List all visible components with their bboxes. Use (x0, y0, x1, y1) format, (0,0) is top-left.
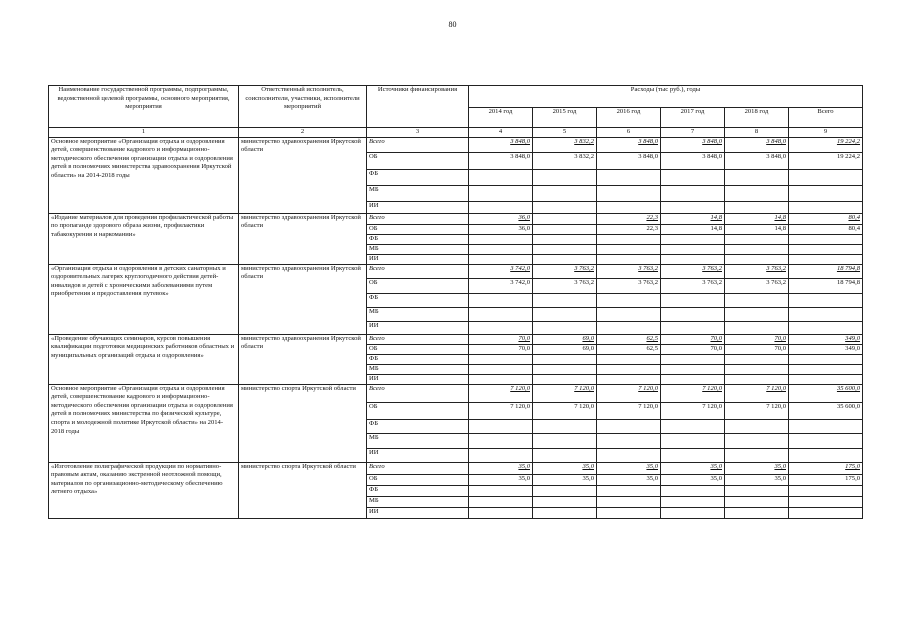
year-value (661, 307, 725, 321)
year-value: 3 848,0 (469, 152, 533, 169)
year-value: 22,3 (597, 224, 661, 234)
year-value (533, 254, 597, 264)
column-number: 6 (597, 128, 661, 138)
year-value (469, 354, 533, 364)
year-value (597, 293, 661, 307)
year-value (469, 448, 533, 462)
year-value: 69,0 (533, 334, 597, 344)
table-row (49, 137, 863, 152)
table-row (49, 384, 863, 402)
column-number: 4 (469, 128, 533, 138)
total-value: 349,0 (789, 344, 863, 354)
funding-source: ФБ (367, 354, 469, 364)
funding-source: ИИ (367, 507, 469, 518)
column-number: 9 (789, 128, 863, 138)
year-value (533, 419, 597, 433)
year-value (533, 433, 597, 448)
year-value: 62,5 (597, 344, 661, 354)
year-value (725, 496, 789, 507)
year-value (469, 485, 533, 496)
year-value (725, 234, 789, 244)
year-value: 7 120,0 (661, 402, 725, 419)
year-value: 3 832,2 (533, 137, 597, 152)
year-value: 3 848,0 (661, 152, 725, 169)
year-value (469, 293, 533, 307)
funding-source: МБ (367, 433, 469, 448)
funding-source: ФБ (367, 169, 469, 185)
year-value (661, 321, 725, 334)
year-value: 70,0 (469, 344, 533, 354)
year-value (533, 185, 597, 201)
year-value (597, 374, 661, 384)
funding-source: Всего (367, 384, 469, 402)
year-value (469, 321, 533, 334)
column-number: 8 (725, 128, 789, 138)
year-value: 70,0 (661, 344, 725, 354)
year-value (725, 293, 789, 307)
column-number: 1 (49, 128, 239, 138)
funding-source: Всего (367, 213, 469, 224)
total-value: 35 600,0 (789, 384, 863, 402)
total-value: 19 224,2 (789, 137, 863, 152)
year-value (469, 364, 533, 374)
total-value: 18 794,8 (789, 264, 863, 278)
year-value: 62,5 (597, 334, 661, 344)
year-value (533, 224, 597, 234)
total-value: 19 224,2 (789, 152, 863, 169)
year-value: 14,8 (725, 224, 789, 234)
year-value (597, 307, 661, 321)
year-value (533, 244, 597, 254)
header-year: 2014 год (469, 108, 533, 128)
total-value (789, 307, 863, 321)
total-value (789, 433, 863, 448)
year-value (597, 433, 661, 448)
year-value: 35,0 (597, 474, 661, 485)
table-row (49, 264, 863, 278)
year-value (725, 485, 789, 496)
year-value (533, 448, 597, 462)
page-number: 80 (448, 20, 457, 29)
year-value: 7 120,0 (469, 402, 533, 419)
year-value (661, 293, 725, 307)
year-value (661, 354, 725, 364)
year-value (725, 354, 789, 364)
year-value (469, 185, 533, 201)
year-value: 7 120,0 (661, 384, 725, 402)
measure-executor: министерство здравоохранения Иркутской области (239, 213, 367, 264)
year-value (533, 374, 597, 384)
year-value (597, 201, 661, 213)
year-value (725, 364, 789, 374)
year-value: 3 763,2 (661, 278, 725, 293)
year-value (661, 254, 725, 264)
header-total: Всего (789, 108, 863, 128)
funding-source: Всего (367, 334, 469, 344)
year-value: 3 848,0 (597, 137, 661, 152)
year-value (661, 419, 725, 433)
year-value: 7 120,0 (533, 402, 597, 419)
total-value (789, 485, 863, 496)
year-value: 35,0 (469, 462, 533, 474)
funding-source: ОБ (367, 152, 469, 169)
year-value: 7 120,0 (597, 384, 661, 402)
year-value: 14,8 (725, 213, 789, 224)
header-source: Источники финансирования (367, 86, 469, 128)
year-value (597, 244, 661, 254)
year-value: 35,0 (661, 462, 725, 474)
year-value (725, 185, 789, 201)
funding-source: ИИ (367, 448, 469, 462)
year-value: 70,0 (469, 334, 533, 344)
total-value (789, 244, 863, 254)
year-value (533, 213, 597, 224)
year-value (469, 374, 533, 384)
year-value (661, 507, 725, 518)
funding-source: ОБ (367, 344, 469, 354)
total-value (789, 419, 863, 433)
year-value (533, 201, 597, 213)
measure-executor: министерство здравоохранения Иркутской области (239, 137, 367, 213)
year-value (597, 254, 661, 264)
year-value: 7 120,0 (725, 384, 789, 402)
column-number: 5 (533, 128, 597, 138)
year-value (533, 364, 597, 374)
year-value (533, 234, 597, 244)
year-value: 3 848,0 (725, 152, 789, 169)
header-year: 2018 год (725, 108, 789, 128)
year-value (725, 419, 789, 433)
year-value: 7 120,0 (533, 384, 597, 402)
year-value (725, 201, 789, 213)
year-value (661, 244, 725, 254)
total-value (789, 374, 863, 384)
year-value (469, 507, 533, 518)
year-value (661, 433, 725, 448)
funding-source: Всего (367, 462, 469, 474)
year-value (533, 307, 597, 321)
year-value: 35,0 (533, 474, 597, 485)
year-value (469, 234, 533, 244)
measure-name: «Издание материалов для проведения профилактической работы по пропаганде здорового образа жизни, профилактики табакокурения и наркомании» (49, 213, 239, 264)
year-value: 35,0 (725, 462, 789, 474)
year-value (533, 354, 597, 364)
year-value: 3 763,2 (661, 264, 725, 278)
measure-executor: министерство спорта Иркутской области (239, 384, 367, 462)
year-value: 70,0 (661, 334, 725, 344)
measure-executor: министерство здравоохранения Иркутской области (239, 334, 367, 384)
total-value: 35 600,0 (789, 402, 863, 419)
measure-name: «Проведение обучающих семинаров, курсов повышения квалификации подготовки медицинских работников областных и муниципальных организаций отдыха и оздоровления» (49, 334, 239, 384)
year-value: 3 763,2 (725, 264, 789, 278)
year-value (725, 244, 789, 254)
funding-source: ОБ (367, 474, 469, 485)
year-value: 36,0 (469, 224, 533, 234)
year-value: 70,0 (725, 334, 789, 344)
total-value (789, 507, 863, 518)
total-value (789, 254, 863, 264)
year-value (469, 254, 533, 264)
year-value (597, 507, 661, 518)
year-value (469, 169, 533, 185)
year-value: 35,0 (725, 474, 789, 485)
year-value: 7 120,0 (725, 402, 789, 419)
header-year: 2016 год (597, 108, 661, 128)
year-value: 35,0 (533, 462, 597, 474)
year-value (725, 448, 789, 462)
measure-executor: министерство спорта Иркутской области (239, 462, 367, 518)
table-body (49, 137, 863, 518)
total-value (789, 354, 863, 364)
year-value (469, 433, 533, 448)
header-year: 2017 год (661, 108, 725, 128)
header-executor: Ответственный исполнитель, соисполнители, участники, исполнители мероприятий (239, 86, 367, 128)
funding-source: МБ (367, 185, 469, 201)
year-value: 3 848,0 (661, 137, 725, 152)
total-value: 80,4 (789, 213, 863, 224)
year-value (661, 374, 725, 384)
total-value (789, 234, 863, 244)
total-value: 80,4 (789, 224, 863, 234)
year-value (597, 169, 661, 185)
funding-source: ИИ (367, 321, 469, 334)
year-value (725, 507, 789, 518)
header-year: 2015 год (533, 108, 597, 128)
funding-source: ФБ (367, 234, 469, 244)
year-value (661, 496, 725, 507)
table-row (49, 334, 863, 344)
funding-source: МБ (367, 307, 469, 321)
year-value (597, 185, 661, 201)
total-value (789, 185, 863, 201)
measure-executor: министерство здравоохранения Иркутской области (239, 264, 367, 334)
total-value (789, 321, 863, 334)
year-value (661, 364, 725, 374)
year-value: 70,0 (725, 344, 789, 354)
year-value (597, 419, 661, 433)
year-value (725, 169, 789, 185)
year-value (597, 485, 661, 496)
year-value: 3 763,2 (597, 278, 661, 293)
column-number: 3 (367, 128, 469, 138)
total-value (789, 293, 863, 307)
funding-source: ФБ (367, 485, 469, 496)
year-value (725, 254, 789, 264)
total-value: 175,0 (789, 474, 863, 485)
total-value (789, 201, 863, 213)
year-value (597, 448, 661, 462)
year-value (725, 307, 789, 321)
year-value: 3 763,2 (533, 264, 597, 278)
year-value (661, 234, 725, 244)
funding-source: ИИ (367, 254, 469, 264)
year-value (469, 201, 533, 213)
measure-name: Основное мероприятие «Организация отдыха и оздоровления детей, совершенствование кадрового и информационно-методического обеспечения организации отдыха и оздоровления детей в полномочиях министерства по физической культуре, спорта и молодежной политике Иркутской области» на 2014-2018 годы (49, 384, 239, 462)
year-value (597, 364, 661, 374)
year-value (533, 485, 597, 496)
year-value: 3 763,2 (597, 264, 661, 278)
total-value: 175,0 (789, 462, 863, 474)
year-value (661, 201, 725, 213)
year-value (597, 354, 661, 364)
funding-source: МБ (367, 496, 469, 507)
year-value: 35,0 (597, 462, 661, 474)
year-value (469, 419, 533, 433)
year-value (469, 307, 533, 321)
funding-source: ОБ (367, 278, 469, 293)
year-value (469, 496, 533, 507)
year-value: 35,0 (661, 474, 725, 485)
year-value: 14,8 (661, 224, 725, 234)
total-value: 18 794,8 (789, 278, 863, 293)
year-value: 3 742,0 (469, 264, 533, 278)
funding-source: ОБ (367, 402, 469, 419)
year-value: 7 120,0 (469, 384, 533, 402)
year-value (725, 321, 789, 334)
measure-name: Основное мероприятие «Организация отдыха и оздоровления детей, совершенствование кадрового и информационно-методического обеспечения организации отдыха и оздоровления детей в полномочиях министерства здравоохранения Иркутской области» на 2014-2018 годы (49, 137, 239, 213)
total-value (789, 496, 863, 507)
total-value (789, 448, 863, 462)
year-value (533, 496, 597, 507)
year-value (661, 485, 725, 496)
year-value: 69,0 (533, 344, 597, 354)
total-value: 349,0 (789, 334, 863, 344)
funding-source: ИИ (367, 374, 469, 384)
measure-name: «Организация отдыха и оздоровления в детских санаторных и оздоровительных лагерях круглогодичного действия детей-инвалидов и детей с хроническими заболеваниями путем приобретения и предоставления путевок» (49, 264, 239, 334)
year-value (661, 169, 725, 185)
year-value: 14,8 (661, 213, 725, 224)
year-value (725, 433, 789, 448)
header-name: Наименование государственной программы, подпрограммы, ведомственной целевой программы, основного мероприятия, мероприятия (49, 86, 239, 128)
funding-source: ОБ (367, 224, 469, 234)
funding-source: Всего (367, 264, 469, 278)
year-value: 3 848,0 (725, 137, 789, 152)
funding-source: ФБ (367, 419, 469, 433)
funding-source: ФБ (367, 293, 469, 307)
year-value (597, 321, 661, 334)
column-number: 7 (661, 128, 725, 138)
year-value: 3 848,0 (597, 152, 661, 169)
year-value (533, 169, 597, 185)
year-value: 3 763,2 (725, 278, 789, 293)
year-value (533, 293, 597, 307)
year-value: 35,0 (469, 474, 533, 485)
year-value: 3 742,0 (469, 278, 533, 293)
year-value (469, 244, 533, 254)
funding-source: Всего (367, 137, 469, 152)
year-value (533, 321, 597, 334)
header-expenses: Расходы (тыс руб.), годы (469, 86, 863, 108)
total-value (789, 364, 863, 374)
table-row (49, 462, 863, 474)
funding-source: ИИ (367, 201, 469, 213)
table-row (49, 213, 863, 224)
year-value (661, 448, 725, 462)
year-value (597, 234, 661, 244)
column-number: 2 (239, 128, 367, 138)
total-value (789, 169, 863, 185)
year-value: 3 832,2 (533, 152, 597, 169)
funding-source: МБ (367, 244, 469, 254)
year-value: 7 120,0 (597, 402, 661, 419)
financing-table (48, 85, 863, 519)
year-value: 36,0 (469, 213, 533, 224)
year-value (533, 507, 597, 518)
year-value: 22,3 (597, 213, 661, 224)
funding-source: МБ (367, 364, 469, 374)
year-value (661, 185, 725, 201)
year-value (597, 496, 661, 507)
year-value: 3 763,2 (533, 278, 597, 293)
year-value: 3 848,0 (469, 137, 533, 152)
year-value (725, 374, 789, 384)
measure-name: «Изготовление полиграфической продукции по нормативно-правовым актам, оказанию экстренной неотложной помощи, материалов по организационно-методическому обеспечению летнего отдыха» (49, 462, 239, 518)
